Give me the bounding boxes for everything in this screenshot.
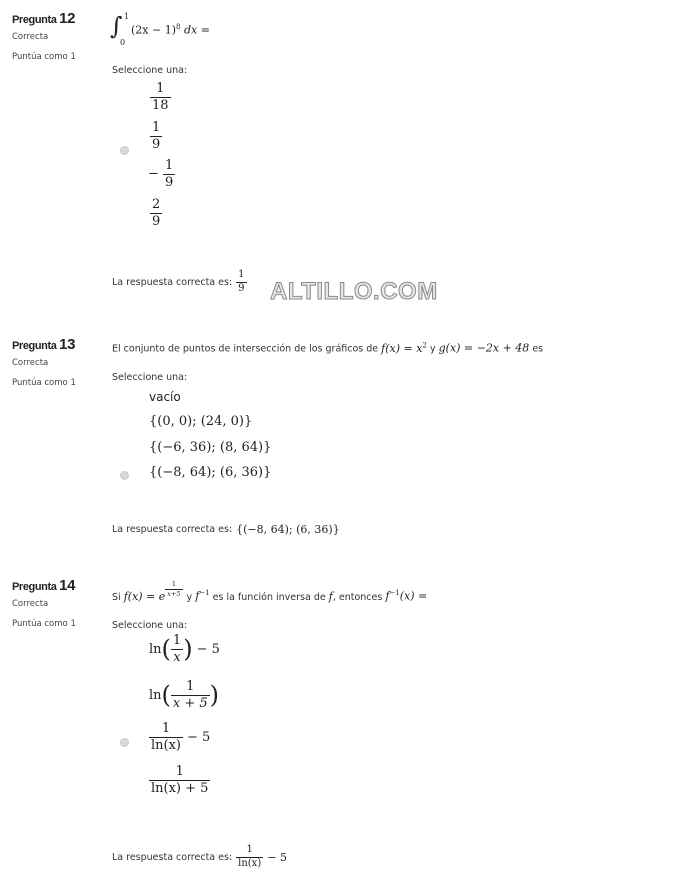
question-info bbox=[12, 12, 102, 63]
question-text: El conjunto de puntos de intersección de los gráficos de $f(x) = x^2$ y g(x) = −2x + 48 es bbox=[112, 341, 544, 355]
option-4[interactable]: $\frac{1}{\ln(x) + 5}$ bbox=[151, 764, 209, 796]
option-1[interactable]: ln ( $\frac{1}{x}$ ) − 5 bbox=[149, 633, 220, 665]
option-4[interactable]: {(−8, 64); (6, 36)} bbox=[149, 465, 272, 480]
answer-value: {(−8, 64); (6, 36)} bbox=[236, 523, 340, 536]
option-2[interactable]: $\frac{1}{9}$ bbox=[152, 120, 161, 152]
correct-answer: La respuesta correcta es: $\frac{1}{9}$ bbox=[112, 269, 245, 294]
watermark-logo: ALTILLO.COM bbox=[270, 278, 438, 305]
option-1[interactable]: vacío bbox=[149, 390, 181, 404]
question-state: Correcta bbox=[12, 599, 49, 609]
question-number: Pregunta 13 bbox=[12, 336, 76, 353]
option-3[interactable]: $\frac{1}{\ln(x)}$ − 5 bbox=[151, 721, 211, 753]
option-2-radio[interactable] bbox=[120, 146, 129, 155]
option-4[interactable]: $\frac{2}{9}$ bbox=[152, 197, 161, 229]
select-one-label: Seleccione una: bbox=[112, 620, 188, 631]
integral-sign: ∫ bbox=[110, 12, 123, 40]
answer-value: $\frac{1}{\ln(x)}$ bbox=[238, 844, 262, 869]
option-4-radio[interactable] bbox=[120, 471, 129, 480]
option-3[interactable]: {(−6, 36); (8, 64)} bbox=[149, 440, 272, 455]
question-text bbox=[110, 12, 310, 52]
question-grade: Puntúa como 1 bbox=[12, 378, 76, 388]
option-3-radio[interactable] bbox=[120, 738, 129, 747]
option-3[interactable]: − $\frac{1}{9}$ bbox=[148, 158, 174, 190]
select-one-label: Seleccione una: bbox=[112, 372, 188, 383]
question-grade: Puntúa como 1 bbox=[12, 619, 76, 629]
question-info bbox=[12, 579, 102, 630]
answer-value: $\frac{1}{9}$ bbox=[238, 269, 245, 294]
integral-lower: 0 bbox=[120, 38, 126, 47]
integral-upper: 1 bbox=[124, 12, 130, 21]
question-info bbox=[12, 338, 102, 389]
option-2[interactable]: {(0, 0); (24, 0)} bbox=[149, 414, 253, 429]
select-one-label: Seleccione una: bbox=[112, 65, 188, 76]
correct-answer: La respuesta correcta es: {(−8, 64); (6, 36)} bbox=[112, 523, 340, 536]
question-state: Correcta bbox=[12, 358, 49, 368]
correct-answer: La respuesta correcta es: $\frac{1}{\ln(x)}$ − 5 bbox=[112, 844, 287, 869]
question-number: Pregunta 14 bbox=[12, 577, 76, 594]
option-1[interactable]: $\frac{1}{18}$ bbox=[152, 81, 169, 113]
question-text: Si f(x) = e $\frac{1}{x+5}$ y $f^{-1}$ es la función inversa de f , entonces $f^{-1}(x)$ = bbox=[112, 580, 428, 603]
integrand: $(2x - 1)^8$ dx = bbox=[131, 23, 210, 37]
question-grade: Puntúa como 1 bbox=[12, 52, 76, 62]
question-number: Pregunta 12 bbox=[12, 10, 76, 27]
exponent-fraction: $\frac{1}{x+5}$ bbox=[167, 580, 181, 598]
question-state: Correcta bbox=[12, 32, 49, 42]
option-2[interactable]: ln ( $\frac{1}{x + 5}$ ) bbox=[149, 679, 220, 711]
